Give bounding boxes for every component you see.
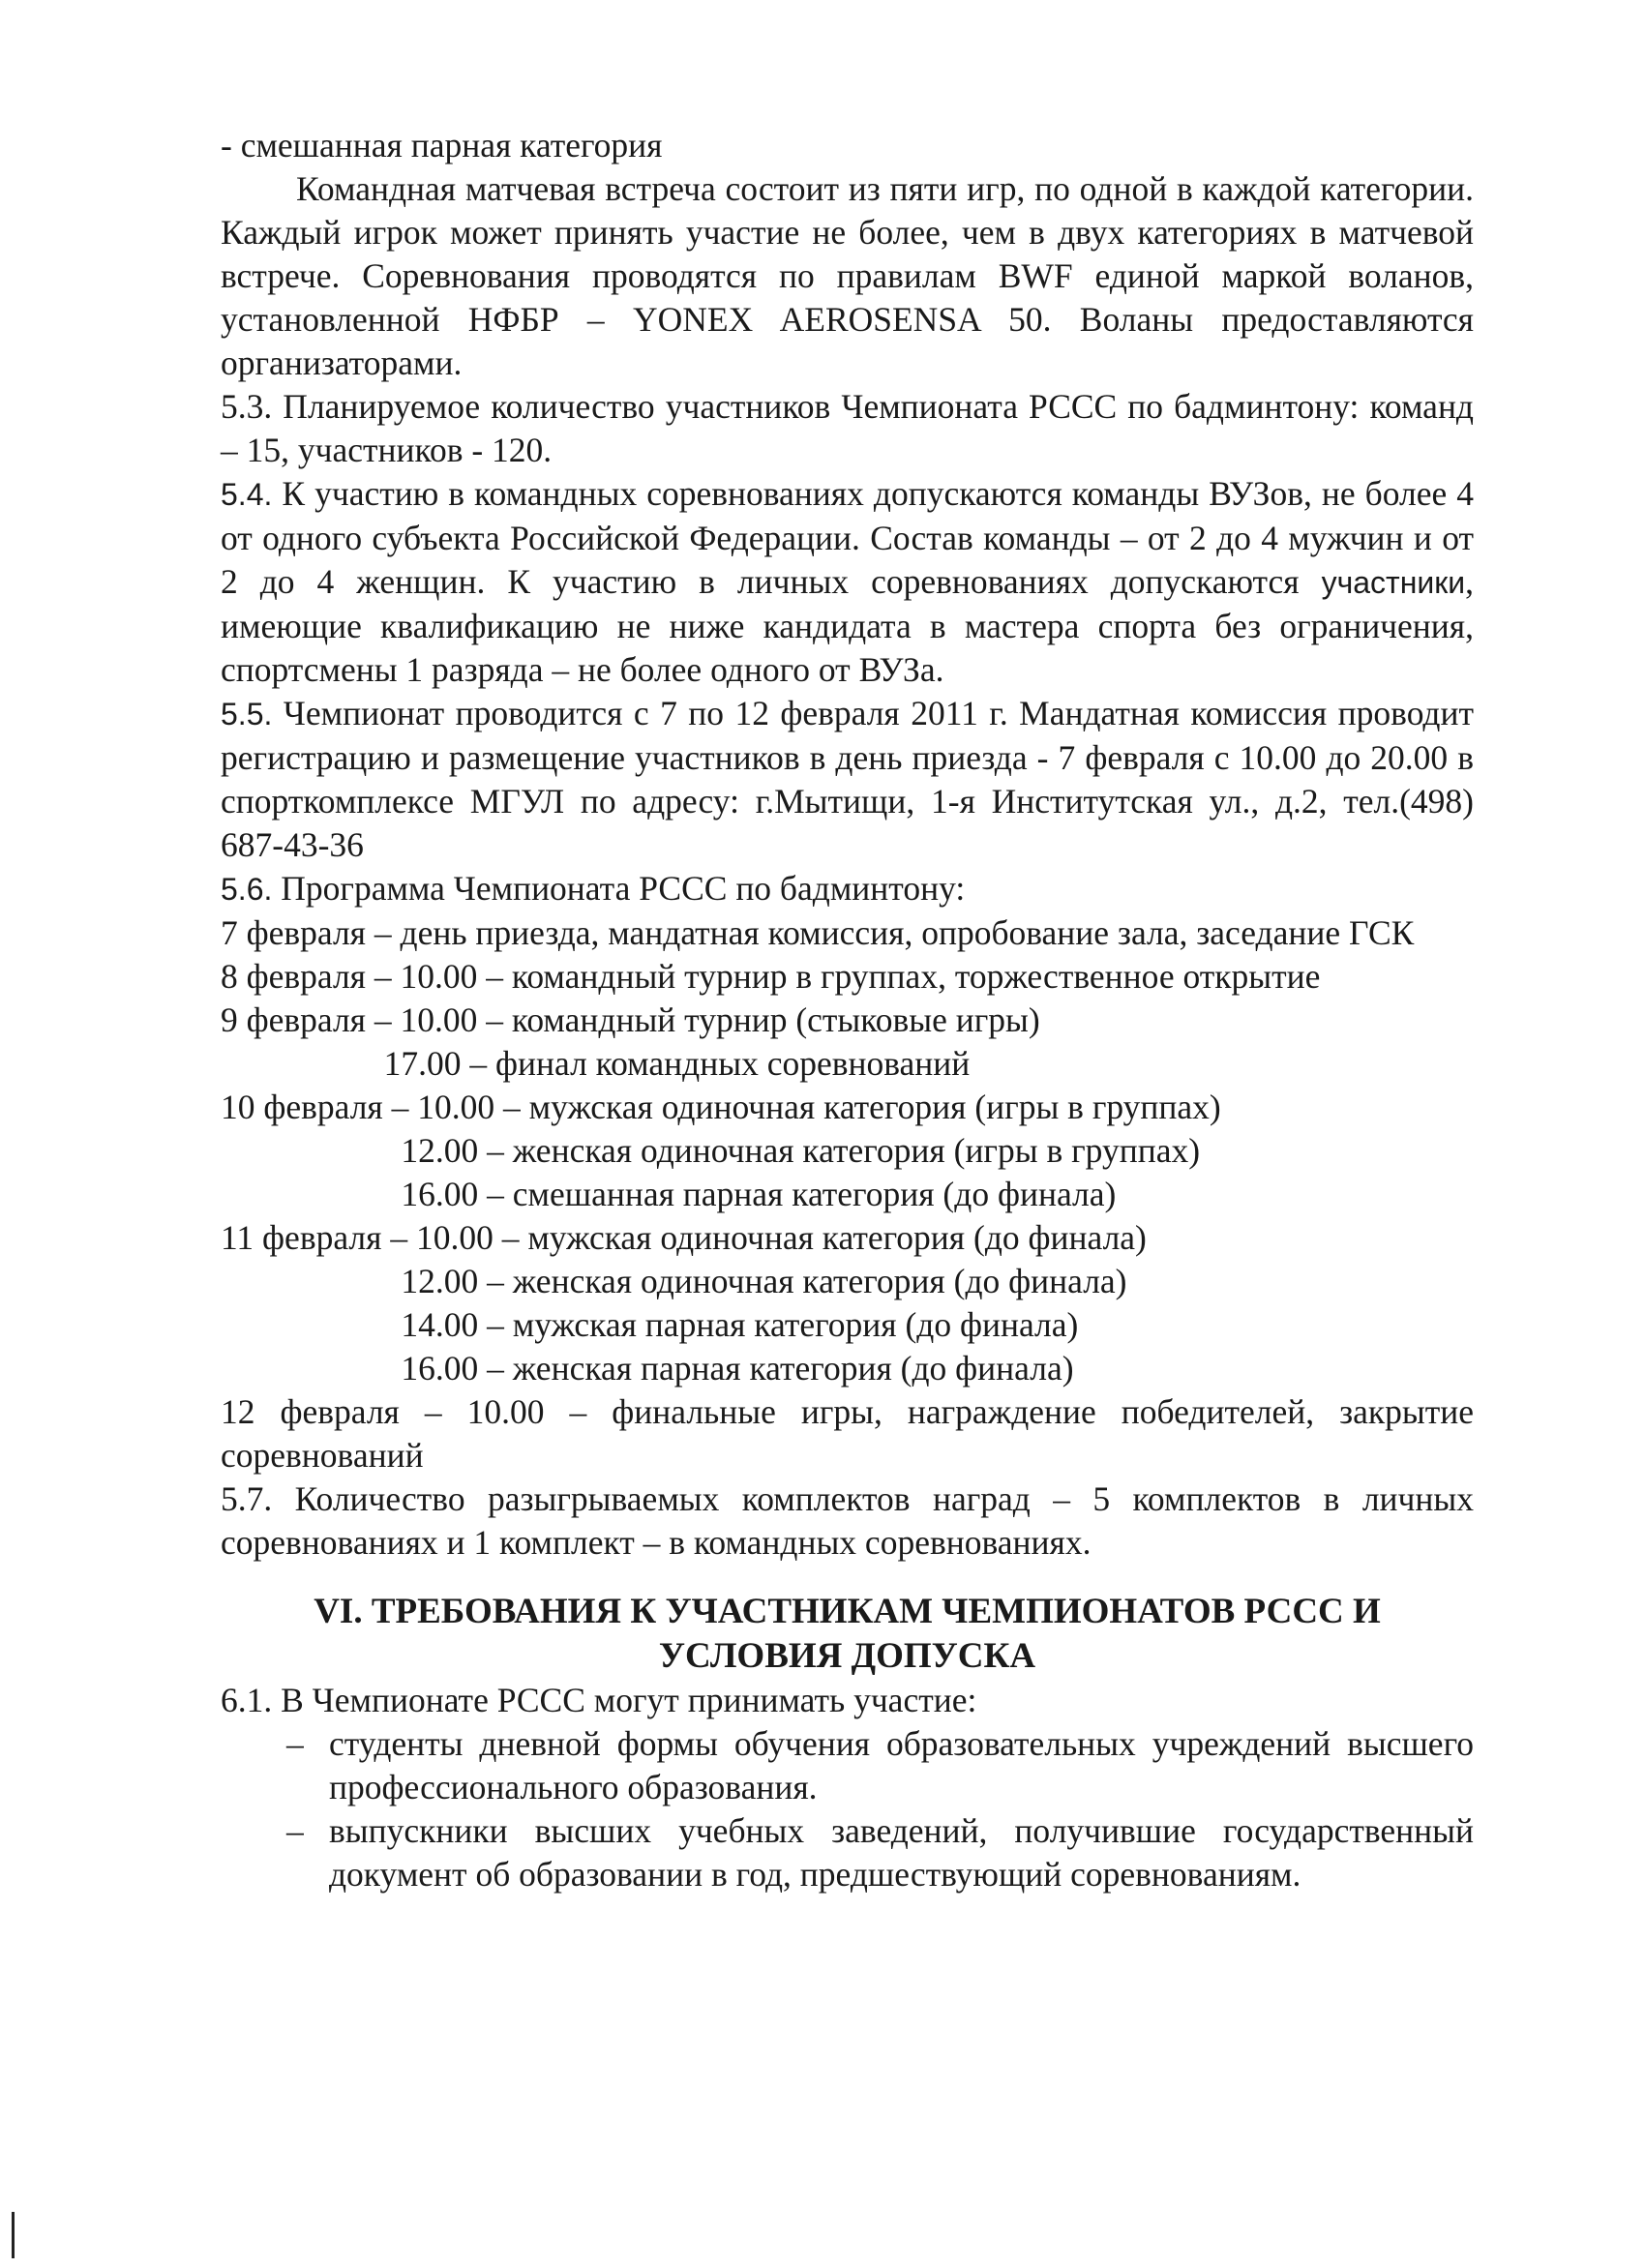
clause-5-5-number: 5.5.: [221, 697, 273, 731]
section-6-heading-line-2: УСЛОВИЯ ДОПУСКА: [658, 1636, 1036, 1676]
section-6-heading-line-1: VI. ТРЕБОВАНИЯ К УЧАСТНИКАМ ЧЕМПИОНАТОВ РССС И: [314, 1592, 1381, 1631]
clause-5-4: [221, 472, 1474, 692]
schedule-row: 16.00 – смешанная парная категория (до финала): [221, 1175, 1117, 1213]
clause-5-4-text-b: , имеющие квалификацию не ниже кандидата в мастера спорта без ограничения, спортсмены 1 разряда – не более одного от ВУЗа.: [221, 562, 1474, 689]
schedule-row: 8 февраля – 10.00 – командный турнир в группах, торжественное открытие: [221, 957, 1321, 996]
list-item: [221, 1722, 1474, 1809]
clause-5-5: [221, 692, 1474, 867]
list-item-text: студенты дневной формы обучения образовательных учреждений высшего профессионального образования.: [329, 1724, 1474, 1806]
clause-5-6: [221, 867, 1474, 911]
clause-5-5-text: Чемпионат проводится с 7 по 12 февраля 2011 г. Мандатная комиссия проводит регистрацию и размещение участников в день приезда - 7 февраля с 10.00 до 20.00 в спорткомплексе МГУЛ по адресу: г.Мытищи, 1-я Институтская ул., д.2, тел.(498) 687-43-36: [221, 694, 1474, 864]
dash-bullet: –: [286, 1811, 304, 1850]
schedule-row: 9 февраля – 10.00 – командный турнир (стыковые игры): [221, 1000, 1040, 1039]
scan-margin-mark: [12, 2212, 15, 2258]
schedule-row: 14.00 – мужская парная категория (до финала): [221, 1305, 1079, 1344]
section-6-heading: [221, 1590, 1474, 1679]
schedule-row: 16.00 – женская парная категория (до финала): [221, 1349, 1074, 1388]
team-match-paragraph: Командная матчевая встреча состоит из пяти игр, по одной в каждой категории. Каждый игрок может принять участие не более, чем в двух категориях в матчевой встрече. Соревнования проводятся по правилам BWF единой маркой воланов, установленной НФБР – YONEX AEROSENSA 50. Воланы предоставляются организаторами.: [221, 169, 1474, 382]
mixed-doubles-line: - смешанная парная категория: [221, 126, 663, 164]
clause-5-6-text: Программа Чемпионата РССС по бадминтону:: [272, 869, 966, 908]
eligibility-list: [221, 1722, 1474, 1896]
schedule-row: 12.00 – женская одиночная категория (игры в группах): [221, 1131, 1201, 1170]
schedule-feb-7: 7 февраля – день приезда, мандатная комиссия, опробование зала, заседание ГСК: [221, 913, 1415, 952]
clause-5-7: 5.7. Количество разыгрываемых комплектов наград – 5 комплектов в личных соревнованиях и 1 комплект – в командных соревнованиях.: [221, 1479, 1474, 1562]
schedule-row: 12.00 – женская одиночная категория (до финала): [221, 1262, 1127, 1300]
schedule-list: [221, 955, 1474, 1390]
list-item-text: выпускники высших учебных заведений, получившие государственный документ об образовании в год, предшествующий соревнованиям.: [329, 1811, 1474, 1894]
clause-5-6-number: 5.6.: [221, 872, 273, 907]
schedule-row: 17.00 – финал командных соревнований: [221, 1044, 971, 1083]
clause-6-1: 6.1. В Чемпионате РССС могут принимать участие:: [221, 1681, 977, 1719]
schedule-row: 10 февраля – 10.00 – мужская одиночная категория (игры в группах): [221, 1088, 1221, 1126]
schedule-feb-12: 12 февраля – 10.00 – финальные игры, награждение победителей, закрытие соревнований: [221, 1392, 1474, 1475]
clause-5-3: 5.3. Планируемое количество участников Чемпионата РССС по бадминтону: команд – 15, участников - 120.: [221, 387, 1474, 469]
clause-5-4-number: 5.4.: [221, 477, 273, 512]
clause-5-4-participants-word: участники: [1321, 565, 1466, 600]
schedule-row: 11 февраля – 10.00 – мужская одиночная категория (до финала): [221, 1218, 1147, 1257]
list-item: [221, 1809, 1474, 1896]
clause-5-4-text-a: К участию в командных соревнованиях допускаются команды ВУЗов, не более 4 от одного субъекта Российской Федерации. Состав команды – от 2 до 4 мужчин и от 2 до 4 женщин. К участию в личных соревнованиях допускаются: [221, 474, 1474, 601]
dash-bullet: –: [286, 1724, 304, 1763]
document-body: [221, 124, 1474, 1896]
